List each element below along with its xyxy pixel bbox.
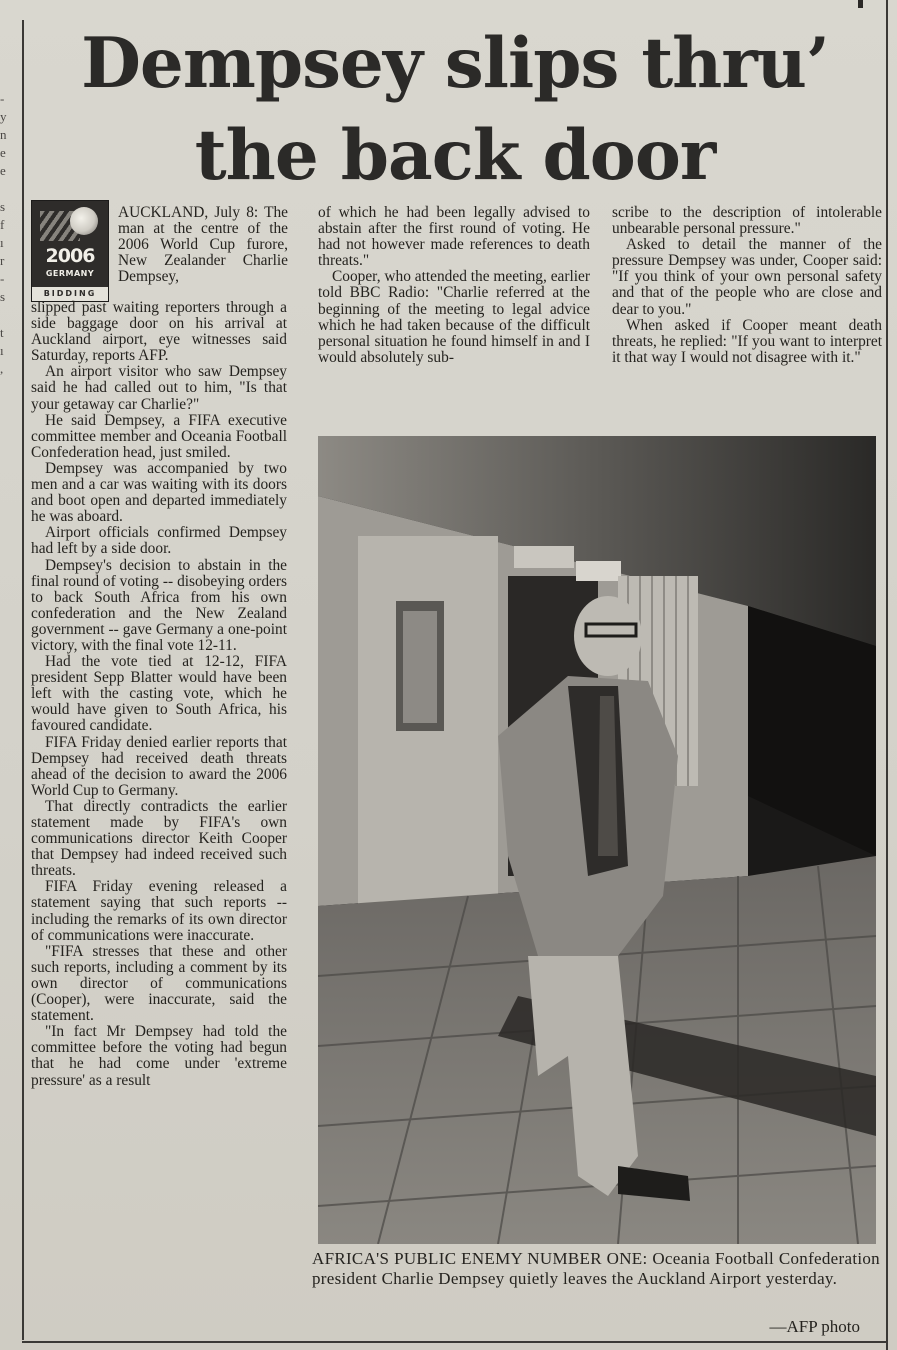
- article-paragraph: When asked if Cooper meant death threats, he replied: "If you want to interpret it that way I would not disagree with it.": [612, 316, 882, 366]
- article-paragraph: FIFA Friday denied earlier reports that Dempsey had received death threats ahead of the decision to award the 2006 World Cup to Germany.: [31, 733, 287, 799]
- article-paragraph: FIFA Friday evening released a statement saying that such reports -- including the remarks of its own director of communications were inaccurate.: [31, 878, 287, 944]
- adjacent-column-fragments: [0, 90, 14, 378]
- margin-fragment: r: [0, 253, 5, 268]
- article-paragraph: Airport officials confirmed Dempsey had left by a side door.: [31, 524, 287, 558]
- margin-fragment: s: [0, 289, 6, 304]
- headline-line-2: the back door: [194, 115, 716, 196]
- article-paragraph: of which he had been legally advised to abstain after the first round of voting. He had not however made references to death threats.": [318, 204, 590, 270]
- margin-fragment: ı: [0, 235, 4, 250]
- margin-fragment: s: [0, 199, 6, 214]
- margin-fragment: y: [0, 109, 7, 124]
- article-column-1: [31, 300, 287, 1089]
- article-lead: AUCKLAND, July 8: The man at the centre of the 2006 World Cup furore, New Zealander Charlie Dempsey,: [118, 204, 288, 286]
- column-rule-left: [22, 20, 24, 1340]
- article-paragraph: slipped past waiting reporters through a side baggage door on his arrival at Auckland airport, eye witnesses said Saturday, reports AFP.: [31, 299, 287, 365]
- headline: [30, 18, 880, 202]
- article-column-3: [612, 205, 882, 366]
- margin-fragment: [0, 180, 14, 198]
- article-paragraph: Dempsey was accompanied by two men and a car was waiting with its doors and boot open and departed immediately he was aboard.: [31, 459, 287, 526]
- article-paragraph: That directly contradicts the earlier statement made by FIFA's own communications director Keith Cooper that Dempsey had indeed received such threats.: [31, 797, 287, 880]
- article-column-2: [318, 205, 590, 366]
- margin-fragment: -: [0, 91, 5, 106]
- news-photo: [318, 436, 876, 1244]
- football-icon: [70, 207, 98, 235]
- article-paragraph: "FIFA stresses that these and other such reports, including a comment by its own director of communications (Cooper), were inaccurate, said the statement.: [31, 942, 287, 1025]
- photo-credit: —AFP photo: [769, 1317, 860, 1336]
- margin-fragment: e: [0, 163, 6, 178]
- photo-caption: AFRICA'S PUBLIC ENEMY NUMBER ONE: Oceania Football Confederation president Charlie Dempsey quietly leaves the Auckland Airport yesterday.: [312, 1249, 880, 1288]
- bottom-rule: [22, 1341, 888, 1343]
- margin-fragment: t: [0, 325, 4, 340]
- article-paragraph: Cooper, who attended the meeting, earlier told BBC Radio: "Charlie referred at the beginning of the meeting to legal advice which he had taken because of the difficult personal situation he found himself in and I would absolutely sub-: [318, 268, 590, 366]
- corner-mark: [858, 0, 863, 8]
- margin-fragment: ,: [0, 361, 4, 376]
- logo-nation: GERMANY: [45, 269, 95, 278]
- logo-bidding: BIDDING: [32, 287, 108, 301]
- margin-fragment: e: [0, 145, 6, 160]
- headline-line-1: Dempsey slips thru’: [81, 23, 829, 104]
- article-paragraph: An airport visitor who saw Dempsey said he had called out to him, "Is that your getaway car Charlie?": [31, 363, 287, 413]
- photo-illustration: [318, 436, 876, 1244]
- margin-fragment: -: [0, 271, 5, 286]
- article-paragraph: scribe to the description of intolerable unbearable personal pressure.": [612, 204, 882, 238]
- article-lead-wrap: [118, 205, 288, 285]
- margin-fragment: n: [0, 127, 7, 142]
- article-paragraph: He said Dempsey, a FIFA executive committee member and Oceania Football Confederation head, just smiled.: [31, 411, 287, 461]
- world-cup-bid-logo: [31, 200, 109, 302]
- margin-fragment: [0, 306, 14, 324]
- margin-fragment: ı: [0, 343, 4, 358]
- margin-fragment: f: [0, 217, 5, 232]
- column-rule-right: [886, 0, 888, 1350]
- article-paragraph: "In fact Mr Dempsey had told the committee before the voting had begun that he had come under 'extreme pressure' as a result: [31, 1023, 287, 1089]
- logo-year: 2006: [45, 245, 95, 267]
- article-paragraph: Asked to detail the manner of the pressure Dempsey was under, Cooper said: "If you think of your own personal safety and that of the people who are close and dear to you.": [612, 236, 882, 318]
- article-paragraph: Had the vote tied at 12-12, FIFA president Sepp Blatter would have been left with the casting vote, which he would have given to South Africa, his favoured candidate.: [31, 653, 287, 735]
- article-paragraph: Dempsey's decision to abstain in the final round of voting -- disobeying orders to back South Africa from his own confederation and the New Zealand government -- gave Germany a one-point victory, with the final vote 12-11.: [31, 556, 287, 654]
